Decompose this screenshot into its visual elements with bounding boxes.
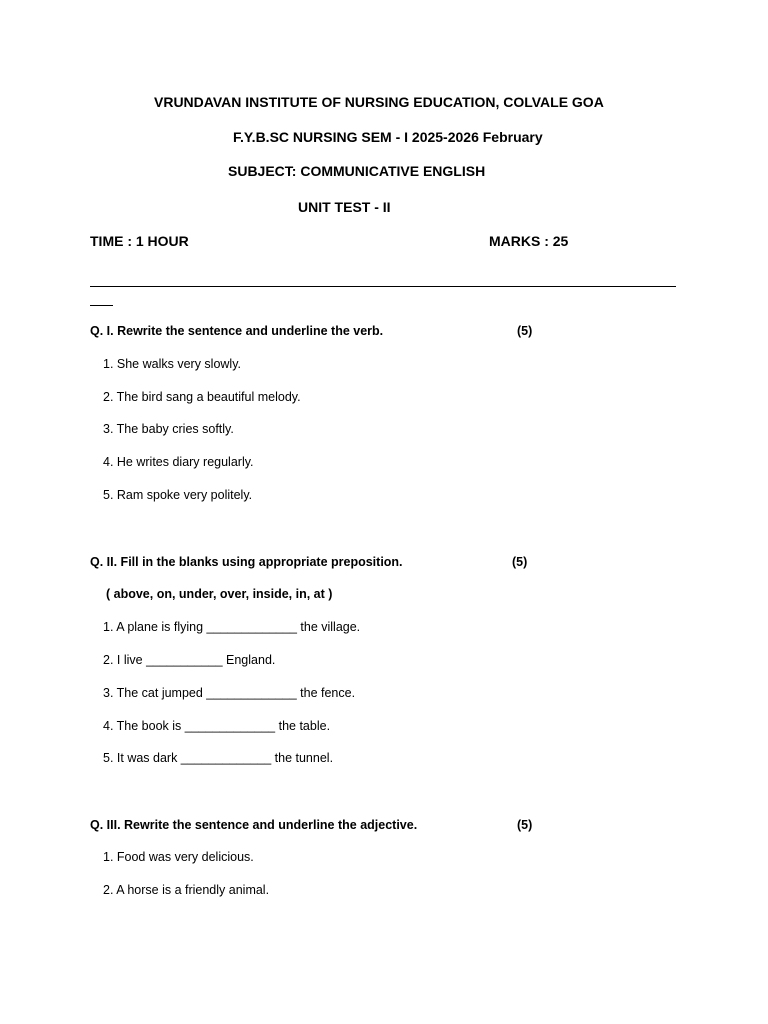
question-2-marks: (5): [512, 555, 528, 569]
question-3-item: 1. Food was very delicious.: [103, 850, 254, 864]
question-2-item: 5. It was dark _____________ the tunnel.: [103, 751, 334, 765]
divider-line-tail: [90, 305, 113, 306]
marks-label: MARKS : 25: [489, 233, 569, 249]
question-2-item: 3. The cat jumped _____________ the fence.: [103, 686, 356, 700]
question-3-title: Q. III. Rewrite the sentence and underline the adjective.: [90, 818, 418, 832]
question-1-item: 4. He writes diary regularly.: [103, 455, 254, 469]
question-2-title: Q. II. Fill in the blanks using appropriate preposition.: [90, 555, 403, 569]
question-1-item: 1. She walks very slowly.: [103, 357, 242, 371]
question-1-marks: (5): [517, 324, 533, 338]
question-1-item: 2. The bird sang a beautiful melody.: [103, 390, 301, 404]
course-title: F.Y.B.SC NURSING SEM - I 2025-2026 February: [233, 129, 543, 145]
divider-line: [90, 286, 676, 287]
question-2-item: 2. I live ___________ England.: [103, 653, 276, 667]
question-1-title: Q. I. Rewrite the sentence and underline the verb.: [90, 324, 384, 338]
question-2-options: ( above, on, under, over, inside, in, at ): [106, 587, 333, 601]
test-title: UNIT TEST - II: [298, 199, 391, 215]
subject-title: SUBJECT: COMMUNICATIVE ENGLISH: [228, 163, 486, 179]
institute-name: VRUNDAVAN INSTITUTE OF NURSING EDUCATION, COLVALE GOA: [154, 94, 604, 110]
question-2-item: 1. A plane is flying _____________ the village.: [103, 620, 361, 634]
question-2-item: 4. The book is _____________ the table.: [103, 719, 331, 733]
question-1-item: 5. Ram spoke very politely.: [103, 488, 253, 502]
question-1-item: 3. The baby cries softly.: [103, 422, 234, 436]
question-3-item: 2. A horse is a friendly animal.: [103, 883, 270, 897]
time-label: TIME : 1 HOUR: [90, 233, 189, 249]
question-3-marks: (5): [517, 818, 533, 832]
